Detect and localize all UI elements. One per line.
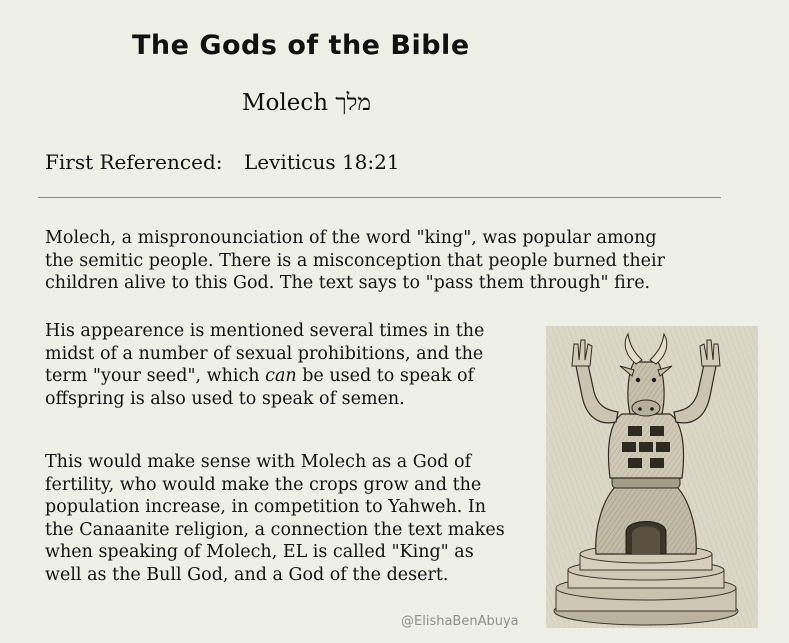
molech-engraving-image [546,326,758,628]
author-watermark: @ElishaBenAbuya [401,614,519,629]
paragraph-line: children alive to this God. The text says to "pass them through" fire. [45,273,651,293]
divider [38,197,721,198]
appearance-paragraph [45,320,525,410]
paragraph-line: midst of a number of sexual prohibitions, and the [45,343,484,364]
emphasis-text: can [265,366,297,386]
fertility-paragraph [45,451,525,586]
page-title: The Gods of the Bible [132,30,470,61]
paragraph-text: term "your seed", which [45,366,266,386]
deity-name: Molech מלך [242,90,372,116]
paragraph-line: fertility, who would make the crops grow and the [45,474,482,495]
paragraph-line: when speaking of Molech, EL is called "King" as [45,542,474,562]
paragraph-line: Molech, a mispronounciation of the word "king", was popular among [45,228,657,248]
paragraph-line: the semitic people. There is a misconception that people burned their [45,250,665,271]
paragraph-text: be used to speak of [296,366,474,386]
paragraph-line: well as the Bull God, and a God of the desert. [45,564,449,585]
molech-idol-illustration [546,326,758,628]
intro-paragraph [45,227,710,295]
paragraph-line: offspring is also used to speak of semen. [45,388,405,409]
paragraph-line [45,365,525,388]
first-referenced-label: First Referenced: [45,150,223,174]
paragraph-line: His appearence is mentioned several times in the [45,321,485,341]
paragraph-line: the Canaanite religion, a connection the text makes [45,519,505,540]
paragraph-line: population increase, in competition to Yahweh. In [45,497,487,517]
paragraph-line: This would make sense with Molech as a God of [45,452,472,472]
first-referenced-value: Leviticus 18:21 [244,150,400,174]
